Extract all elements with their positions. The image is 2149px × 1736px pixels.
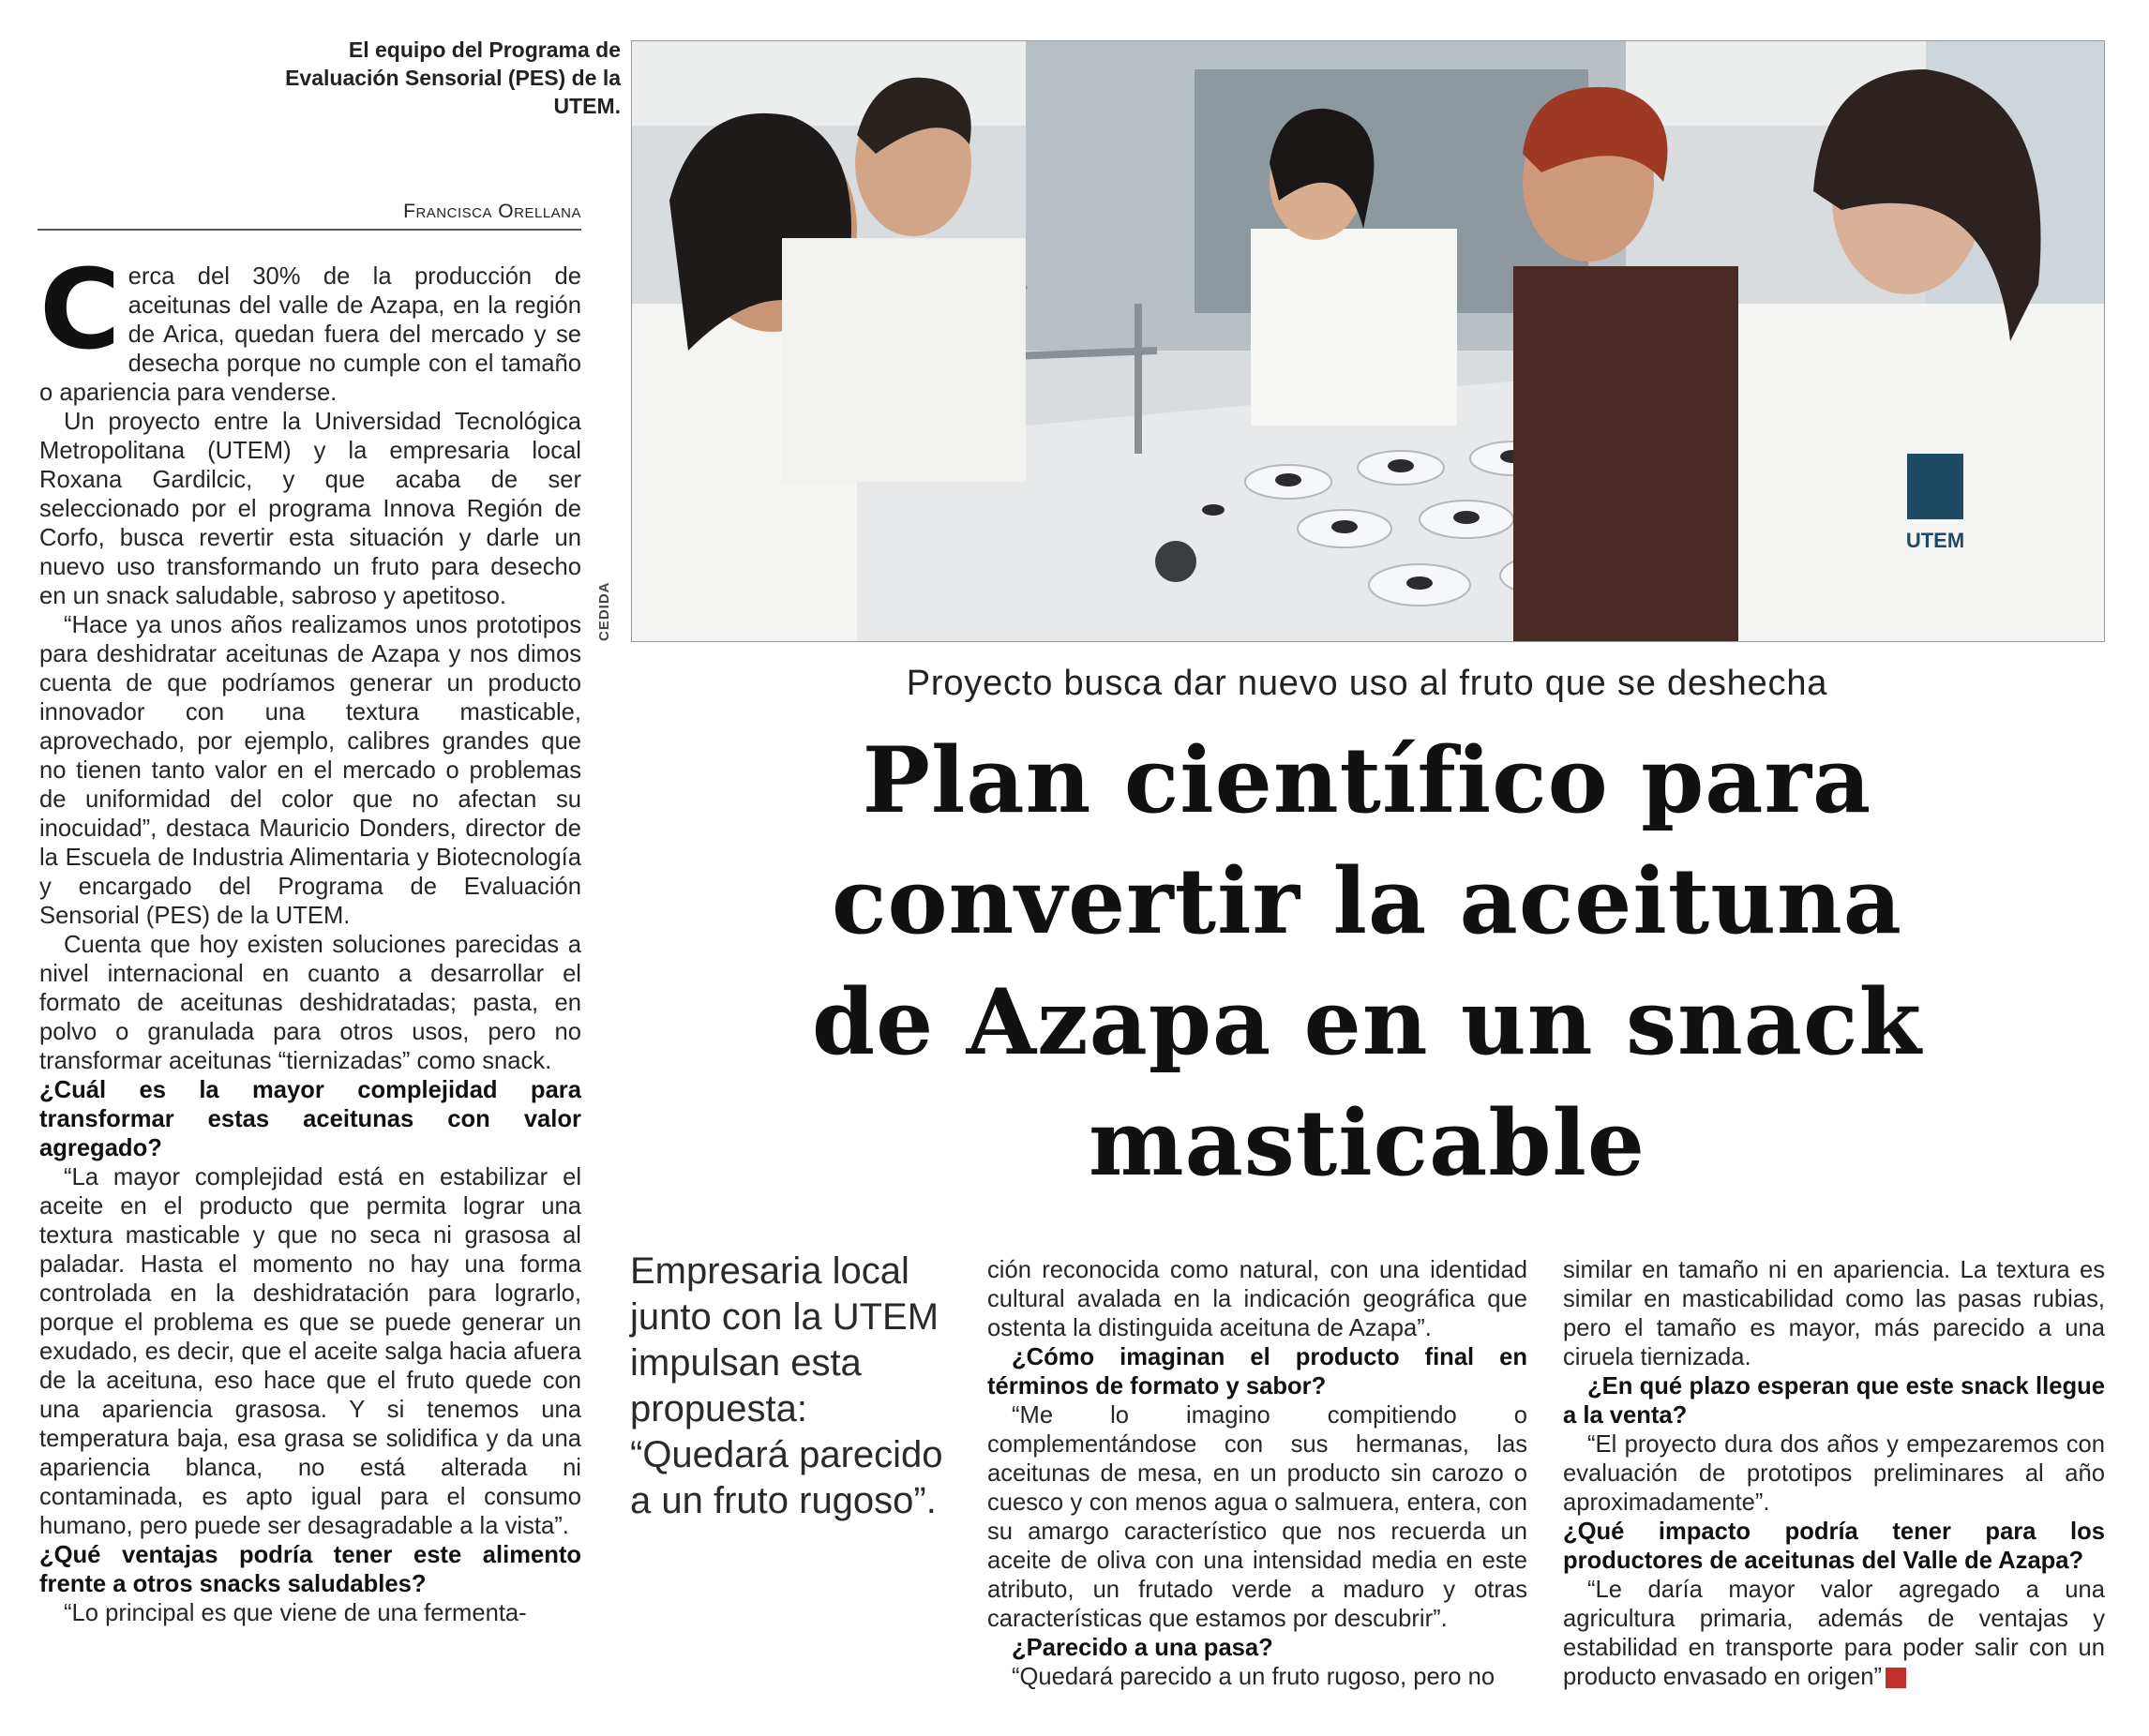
pull-quote: Empresaria local junto con la UTEM impulsan esta propuesta: “Quedará parecido a un fruto rugoso”. — [630, 1250, 943, 1521]
photo-caption: El equipo del Programa de Evaluación Sensorial (PES) de la UTEM. — [285, 37, 621, 118]
article-column-3 — [987, 1256, 1527, 1692]
interview-answer-text: “Le daría mayor valor agregado a una agricultura primaria, además de ventajas y estabilidad en transporte para poder salir con un producto envasado en origen” — [1563, 1577, 2105, 1690]
interview-question: ¿Qué impacto podría tener para los productores de aceitunas del Valle de Azapa? — [1563, 1519, 2105, 1574]
headline-line: convertir la aceituna — [832, 848, 1902, 954]
article-column-4 — [1563, 1256, 2105, 1692]
interview-question: ¿Cuál es la mayor complejidad para transformar estas aceitunas con valor agregado? — [39, 1077, 581, 1161]
end-mark-icon: M — [1886, 1668, 1906, 1688]
interview-question: ¿En qué plazo esperan que este snack llegue a la venta? — [1563, 1373, 2105, 1429]
drop-cap: C — [39, 245, 121, 374]
interview-question: ¿Cómo imaginan el producto final en términos de formato y sabor? — [987, 1344, 1527, 1399]
headline-line: Plan científico para — [862, 727, 1872, 833]
byline: Francisca Orellana — [403, 201, 581, 222]
paragraph: Cuenta que hoy existen soluciones parecidas a nivel internacional en cuanto a desarrollar el formato de aceitunas deshidratadas; pasta, en polvo o granulada para otros usos, pero no transformar aceitunas “tiernizadas” como snack. — [39, 932, 581, 1074]
headline-line: masticable — [1089, 1090, 1646, 1196]
paragraph: “Hace ya unos años realizamos unos prototipos para deshidratar aceitunas de Azapa y nos dimos cuenta de que podríamos generar un producto innovador con una textura masticable, aprovechado, por ejemplo, calibres grandes que no tienen tanto valor en el mercado o problemas de uniformidad del color que no afectan su inocuidad”, destaca Mauricio Donders, director de la Escuela de Industria Alimentaria y Biotecnología y encargado del Programa de Evaluación Sensorial (PES) de la UTEM. — [39, 612, 581, 929]
interview-answer — [1563, 1576, 2105, 1692]
interview-question: ¿Parecido a una pasa? — [1012, 1635, 1273, 1661]
paragraph: Un proyecto entre la Universidad Tecnológica Metropolitana (UTEM) y la empresaria local Roxana Gardilcic, y que acaba de ser seleccionado por el programa Innova Región de Corfo, busca revertir esta situación y darle un nuevo uso transformando un fruto para desecho en un snack saludable, sabroso y apetitoso. — [39, 409, 581, 609]
interview-answer: ción reconocida como natural, con una identidad cultural avalada en la indicación geográfica que ostenta la distinguida aceituna de Azapa”. — [987, 1257, 1527, 1341]
paragraph-intro — [39, 245, 581, 408]
interview-answer: similar en tamaño ni en apariencia. La textura es similar en masticabilidad como las pasas rubias, pero el tamaño es mayor, más parecido a una ciruela tiernizada. — [1563, 1257, 2105, 1370]
interview-answer: “Quedará parecido a un fruto rugoso, pero no — [1012, 1664, 1495, 1690]
kicker: Proyecto busca dar nuevo uso al fruto que se deshecha — [906, 664, 1828, 703]
interview-answer: “Me lo imagino compitiendo o complementándose con sus hermanas, las aceitunas de mesa, en un producto sin carozo o cuesco y con menos agua o salmuera, entera, con su amargo característico que nos recuerda un aceite de oliva con una intensidad media en este atributo, un frutado verde a maduro y otras características que estamos por descubrir”. — [987, 1402, 1527, 1632]
article-column-1 — [39, 245, 581, 1628]
photo-credit: CEDIDA — [596, 581, 612, 641]
utem-logo-text: UTEM — [1905, 529, 1965, 552]
headline-line: de Azapa en un snack — [812, 969, 1922, 1075]
article-photo — [631, 40, 2105, 642]
interview-question: ¿Qué ventajas podría tener este alimento frente a otros snacks saludables? — [39, 1542, 581, 1597]
interview-answer: “El proyecto dura dos años y empezaremos con evaluación de prototipos preliminares al año aproximadamente”. — [1563, 1431, 2105, 1516]
interview-answer: “Lo principal es que viene de una fermenta- — [64, 1600, 527, 1626]
paragraph-intro-text: erca del 30% de la producción de aceitunas del valle de Azapa, en la región de Arica, quedan fuera del mercado y se desecha porque no cumple con el tamaño o apariencia para venderse. — [39, 263, 581, 406]
byline-divider — [38, 229, 581, 231]
interview-answer: “La mayor complejidad está en estabilizar el aceite en el producto que permita lograr una textura masticable y que no seca ni grasosa al paladar. Hasta el momento no hay una forma controlada en la deshidratación para lograrlo, porque el problema es que se puede generar un exudado, es decir, que el aceite salga hacia afuera de la aceituna, eso hace que el fruto quede con una apariencia grasosa. Y si tenemos una temperatura baja, esa grasa se solidifica y da una apariencia blanca, no está alterada ni contaminada, es apto igual para el consumo humano, pero puede ser desagradable a la vista”. — [39, 1164, 581, 1539]
headline — [631, 720, 2103, 1204]
